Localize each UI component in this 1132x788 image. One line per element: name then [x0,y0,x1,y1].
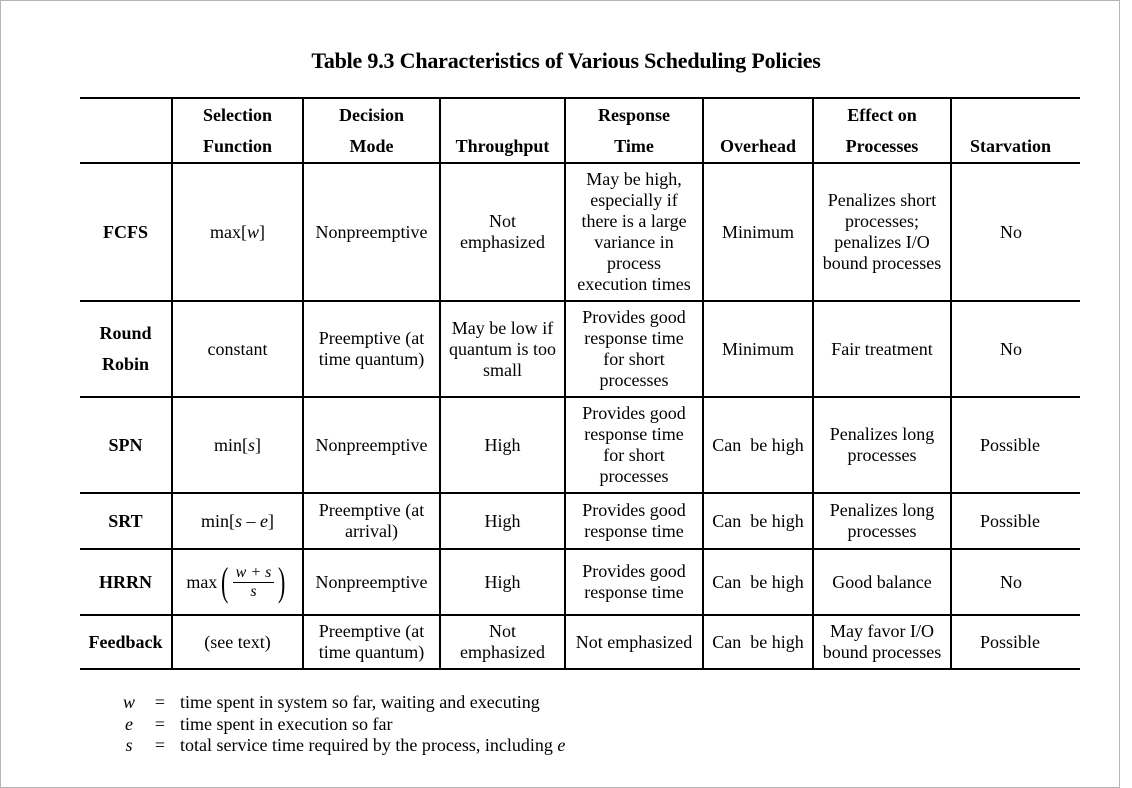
selection-cell [172,549,303,615]
legend-description: total service time required by the process, including e [180,735,566,755]
right-paren-glyph: ) [278,559,286,604]
header-overhead: Overhead [703,98,813,163]
effect-cell: Good balance [813,549,951,615]
policy-cell [80,301,172,397]
throughput-cell: Not emphasized [440,615,565,669]
decision-cell: Nonpreemptive [303,549,440,615]
response-cell: Provides good response time for short processes [565,301,703,397]
fraction-numerator: w + s [233,564,275,583]
overhead-cell: Can be high [703,615,813,669]
decision-cell: Nonpreemptive [303,397,440,493]
response-cell: Provides good response time for short processes [565,397,703,493]
table-row [80,549,1080,615]
legend-item [118,692,565,714]
table-container [80,97,1051,673]
overhead-cell: Minimum [703,163,813,301]
legend-description: time spent in execution so far [180,713,393,734]
selection-cell: (see text) [172,615,303,669]
legend-item [118,714,565,736]
policy-cell: Feedback [88,631,163,652]
legend-equals: = [154,735,166,755]
overhead-cell: Can be high [703,397,813,493]
legend-item [118,735,565,757]
scheduling-table [80,97,1080,670]
selection-cell: min[s – e] [172,493,303,549]
legend-symbol: w [122,692,135,712]
starvation-cell: No [951,163,1080,301]
policy-cell-text: Round Robin [99,323,152,374]
response-cell: Provides good response time [565,493,703,549]
overhead-cell: Can be high [703,493,813,549]
effect-cell: Penalizes long processes [813,493,951,549]
decision-cell: Preemptive (at arrival) [303,493,440,549]
header-effect-on-processes: Effect on Processes [813,98,951,163]
header-decision-mode: Decision Mode [303,98,440,163]
selection-cell: constant [172,301,303,397]
starvation-cell: Possible [951,493,1080,549]
legend-description: time spent in system so far, waiting and executing [180,692,540,712]
header-policy [80,98,172,163]
left-paren-glyph: ( [221,559,229,604]
legend-equals: = [154,692,166,712]
table-row [80,163,1080,301]
policy-cell: SRT [108,510,143,531]
policy-cell: SPN [108,434,143,455]
starvation-cell: No [951,301,1080,397]
fraction [233,564,275,601]
header-response-time: Response Time [565,98,703,163]
overhead-cell: Minimum [703,301,813,397]
table-row [80,301,1080,397]
response-cell: May be high, especially if there is a large variance in process execution times [565,163,703,301]
header-throughput: Throughput [440,98,565,163]
effect-cell: Penalizes long processes [813,397,951,493]
header-selection-function: Selection Function [172,98,303,163]
throughput-cell: High [440,397,565,493]
fraction-denominator: s [250,582,257,600]
throughput-cell: Not emphasized [440,163,565,301]
table-row [80,493,1080,549]
starvation-cell: Possible [951,615,1080,669]
policy-cell: FCFS [103,221,148,242]
table-title: Table 9.3 Characteristics of Various Scheduling Policies [311,48,821,73]
effect-cell: Penalizes short processes; penalizes I/O bound processes [813,163,951,301]
effect-cell: May favor I/O bound processes [813,615,951,669]
response-cell: Not emphasized [565,615,703,669]
policy-cell: HRRN [99,571,152,592]
throughput-cell: May be low if quantum is too small [440,301,565,397]
table-row [80,397,1080,493]
header-starvation: Starvation [951,98,1080,163]
header-row [80,98,1080,163]
legend-symbol: e [125,713,133,734]
effect-cell: Fair treatment [813,301,951,397]
legend [118,692,565,757]
legend-equals: = [154,713,166,734]
starvation-cell: Possible [951,397,1080,493]
decision-cell: Nonpreemptive [303,163,440,301]
selection-cell: min[s] [172,397,303,493]
decision-cell: Preemptive (at time quantum) [303,301,440,397]
overhead-cell: Can be high [703,549,813,615]
starvation-cell: No [951,549,1080,615]
throughput-cell: High [440,549,565,615]
legend-symbol: s [125,735,133,755]
table-row [80,615,1080,669]
hrrn-formula: max ( $\frac{w + s}{s}$ ) [186,559,286,604]
response-cell: Provides good response time [565,549,703,615]
selection-cell: max[w] [172,163,303,301]
throughput-cell: High [440,493,565,549]
decision-cell: Preemptive (at time quantum) [303,615,440,669]
